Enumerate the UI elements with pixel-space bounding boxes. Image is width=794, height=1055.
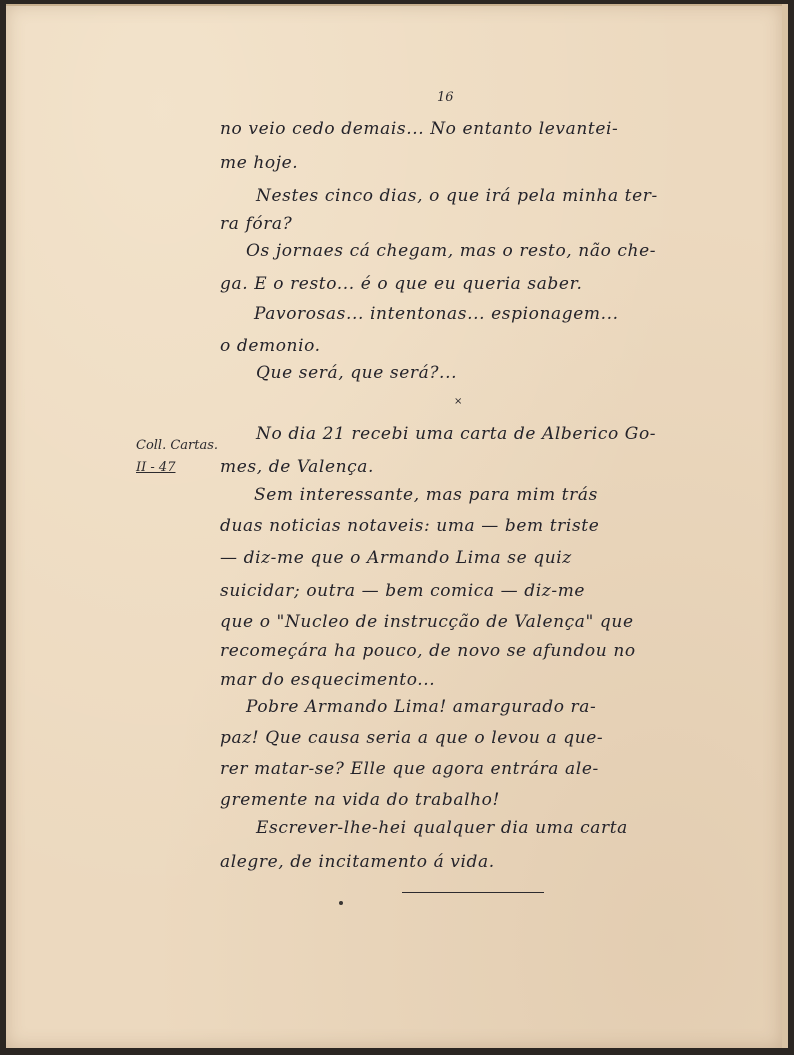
text-line: alegre, de incitamento á vida. [220,852,495,872]
text-line: — diz-me que o Armando Lima se quiz [220,548,572,568]
text-line: Pavorosas... intentonas... espionagem... [254,304,619,324]
page-number: 16 [437,90,454,105]
closing-rule [402,892,544,893]
text-line: no veio cedo demais... No entanto levantei- [220,119,619,139]
text-line: Escrever-lhe-hei qualquer dia uma carta [256,818,628,838]
text-line: duas noticias notaveis: uma — bem triste [220,516,600,536]
margin-note-reference: II - 47 [136,460,176,475]
text-line: No dia 21 recebi uma carta de Alberico Go- [256,424,657,444]
text-line: paz! Que causa seria a que o levou a que- [220,728,604,748]
text-line: suicidar; outra — bem comica — diz-me [220,581,586,601]
text-line: mes, de Valença. [220,457,375,477]
text-line: rer matar-se? Elle que agora entrára ale- [220,759,599,779]
text-line: ra fóra? [220,214,293,234]
page-edge [782,4,788,1048]
text-line: Os jornaes cá chegam, mas o resto, não che- [246,241,657,261]
text-line: recomeçára ha pouco, de novo se afundou no [220,641,636,661]
text-line: Nestes cinco dias, o que irá pela minha ter- [256,186,658,206]
text-line: Sem interessante, mas para mim trás [254,485,598,505]
text-line: o demonio. [220,336,321,356]
text-line: ga. E o resto... é o que eu queria saber. [220,274,583,294]
page-top-edge [6,4,782,6]
text-line: gremente na vida do trabalho! [220,790,500,810]
section-divider-mark: × [454,396,463,407]
text-line: Pobre Armando Lima! amargurado ra- [246,697,597,717]
text-line: mar do esquecimento... [220,670,436,690]
ink-dot [339,901,343,905]
text-line: Que será, que será?... [256,363,458,383]
text-line: que o "Nucleo de instrucção de Valença" que [220,612,634,632]
margin-note-collection: Coll. Cartas. [136,438,219,453]
text-line: me hoje. [220,153,299,173]
